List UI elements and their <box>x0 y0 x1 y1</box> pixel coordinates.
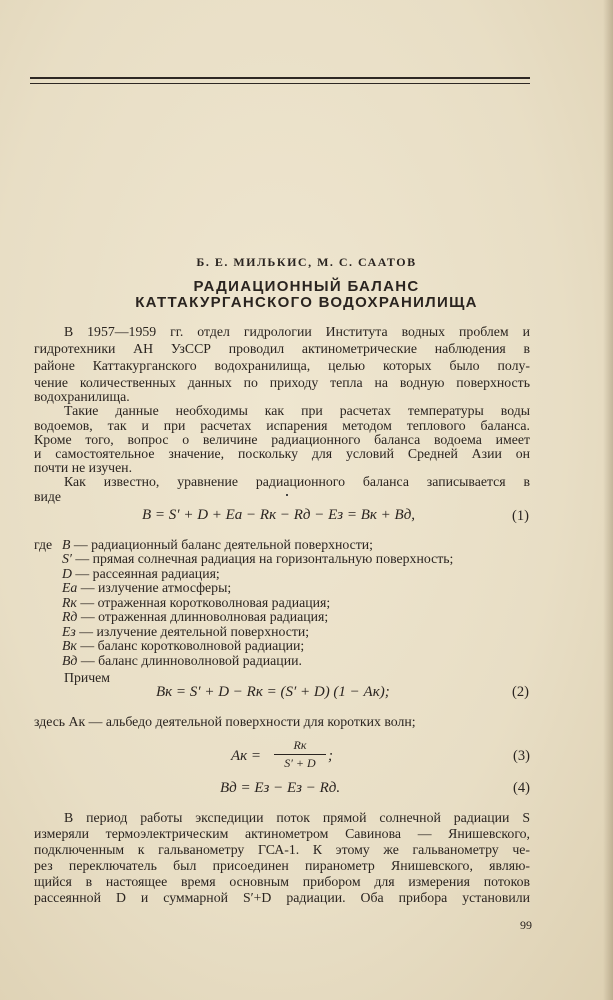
definition-text: — излучение атмосферы; <box>80 580 232 595</box>
para2-line-4: и самостоятельное значение, поскольку для условий Средней Азии он <box>34 446 530 461</box>
para3-line-1: Как известно, уравнение радиационного баланса записывается в <box>64 474 530 489</box>
definition-symbol: Rд <box>62 609 78 624</box>
equation-4: Bд = Eз − Eз − Rд. <box>220 780 341 796</box>
equation-1: B = S′ + D + Eа − Rк − Rд − Eз = Bк + Bд, <box>142 507 416 523</box>
title-line-2: КАТТАКУРГАНСКОГО ВОДОХРАНИЛИЩА <box>135 294 478 311</box>
para4-line-4: рез переключатель был присоединен пиранометр Янишевского, являю- <box>34 858 530 873</box>
definition-item <box>62 551 453 567</box>
definition-item <box>62 653 302 669</box>
authors: Б. Е. МИЛЬКИС, М. С. СААТОВ <box>196 255 417 269</box>
para1-line-5: водохранилища. <box>34 389 130 404</box>
equation-2: Bк = S′ + D − Rк = (S′ + D) (1 − Aк); <box>156 684 390 700</box>
definition-symbol: Rк <box>62 595 77 610</box>
para1-line-2: гидротехники АН УзССР проводил актинометрические наблюдения в <box>34 341 530 356</box>
definition-text: — отраженная длинноволновая радиация; <box>80 609 329 624</box>
definition-text: — отраженная коротковолновая радиация; <box>80 595 331 610</box>
definition-symbol: S′ <box>62 551 72 566</box>
equation-3-fraction <box>274 738 326 771</box>
para2-line-5: почти не изучен. <box>34 460 133 475</box>
definition-symbol: Eз <box>62 624 76 639</box>
definition-text: — баланс длинноволновой радиации. <box>80 653 302 668</box>
definition-text: — баланс коротковолновой радиации; <box>80 638 305 653</box>
definition-text: — прямая солнечная радиация на горизонтальную поверхность; <box>75 551 454 566</box>
para4-line-5: щийся в настоящее время основным прибором для измерения потоков <box>34 874 530 889</box>
title-line-1: РАДИАЦИОННЫЙ БАЛАНС <box>193 278 420 295</box>
para4-line-2: измеряли термоэлектрическим актинометром Савинова — Янишевского, <box>34 826 530 841</box>
fraction-bar <box>274 754 326 755</box>
equation-3-tail: ; <box>328 748 333 764</box>
equation-1-number: (1) <box>512 508 529 524</box>
para1-line-3: районе Каттакурганского водохранилища, целью которых было полу- <box>34 358 530 373</box>
para4-line-3: подключенным к гальванометру ГСА-1. К этому же гальванометру че- <box>34 842 530 857</box>
where-intro: где <box>34 537 53 552</box>
para1-line-1: В 1957—1959 гг. отдел гидрологии Института водных проблем и <box>64 324 530 339</box>
definition-text: — рассеянная радиация; <box>75 566 220 581</box>
page-edge-shadow <box>603 0 613 1000</box>
fraction-denominator: S′ + D <box>284 756 316 770</box>
fraction-numerator: Rк <box>293 738 307 752</box>
para2-line-2: водоемов, так и при расчетах испарения методом теплового баланса. <box>34 418 530 433</box>
equation-3-number: (3) <box>513 748 530 764</box>
definition-symbol: Eа <box>62 580 78 595</box>
albedo-definition: здесь Aк — альбедо деятельной поверхности для коротких волн; <box>34 714 416 729</box>
header-rule-thin <box>30 83 530 84</box>
para1-line-4: чение количественных данных по приходу тепла на водную поверхность <box>34 375 530 390</box>
equation-3-lhs: Aк = <box>231 748 262 764</box>
para2-line-1: Такие данные необходимы как при расчетах температуры воды <box>64 403 530 418</box>
para4-line-1: В период работы экспедиции поток прямой солнечной радиации S <box>64 810 530 825</box>
definition-symbol: Bк <box>62 638 77 653</box>
definition-item <box>62 609 328 625</box>
definition-item <box>62 638 304 654</box>
definition-item <box>62 580 231 596</box>
header-rule-thick <box>30 77 530 79</box>
definition-symbol: D <box>62 566 72 581</box>
equation-2-number: (2) <box>512 684 529 700</box>
definition-symbol: Bд <box>62 653 78 668</box>
para4-line-6: рассеянной D и суммарной S′+D радиации. Оба прибора установили <box>34 890 530 905</box>
page-number: 99 <box>520 918 532 932</box>
equation-4-number: (4) <box>513 780 530 796</box>
definition-text: — излучение деятельной поверхности; <box>79 624 310 639</box>
definition-symbol: B <box>62 537 71 552</box>
para2-line-3: Кроме того, вопрос о величине радиационного баланса водоема имеет <box>34 432 530 447</box>
definition-text: — радиационный баланс деятельной поверхности; <box>73 537 374 552</box>
wherein-label: Причем <box>64 670 111 685</box>
para3-line-2: виде <box>34 489 62 504</box>
print-speck <box>286 494 288 496</box>
